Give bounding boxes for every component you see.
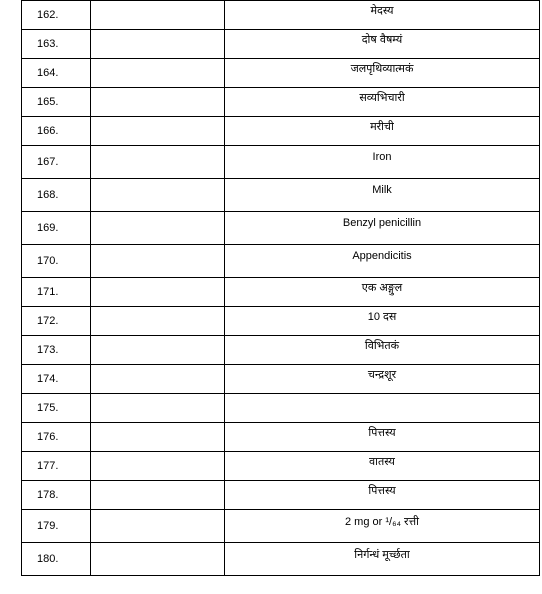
table-row [22, 365, 540, 394]
blank-cell [91, 212, 225, 245]
question-number: 178. [22, 481, 91, 510]
question-number: 162. [22, 1, 91, 30]
blank-cell [91, 59, 225, 88]
answer-text: जलपृथिव्यात्मकं [350, 62, 414, 75]
answer-cell [225, 307, 540, 336]
answer-cell [225, 452, 540, 481]
answer-cell [225, 88, 540, 117]
table-row [22, 212, 540, 245]
question-number: 165. [22, 88, 91, 117]
answer-text: निर्गन्धं मूर्च्छता [354, 548, 410, 561]
blank-cell [91, 245, 225, 278]
table-row [22, 117, 540, 146]
answer-cell [225, 30, 540, 59]
table-row [22, 423, 540, 452]
question-number: 175. [22, 394, 91, 423]
question-number: 171. [22, 278, 91, 307]
blank-cell [91, 481, 225, 510]
table-row [22, 452, 540, 481]
table-row [22, 307, 540, 336]
answer-text: चन्द्रशूर [367, 368, 397, 381]
blank-cell [91, 1, 225, 30]
answer-text: पित्तस्य [368, 484, 396, 497]
answer-text: Benzyl penicillin [342, 217, 422, 229]
question-number: 163. [22, 30, 91, 59]
question-number: 167. [22, 146, 91, 179]
answer-text: पित्तस्य [368, 426, 396, 439]
answer-cell [225, 117, 540, 146]
table-row [22, 1, 540, 30]
blank-cell [91, 365, 225, 394]
question-number: 166. [22, 117, 91, 146]
answer-cell [225, 59, 540, 88]
table-row [22, 245, 540, 278]
question-number: 168. [22, 179, 91, 212]
blank-cell [91, 88, 225, 117]
table-row [22, 278, 540, 307]
answer-cell [225, 423, 540, 452]
answer-cell [225, 179, 540, 212]
table-row [22, 88, 540, 117]
answer-cell [225, 481, 540, 510]
blank-cell [91, 394, 225, 423]
blank-cell [91, 307, 225, 336]
question-number: 177. [22, 452, 91, 481]
blank-cell [91, 179, 225, 212]
table-row [22, 59, 540, 88]
answer-cell [225, 245, 540, 278]
blank-cell [91, 146, 225, 179]
answer-text: मरीची [370, 120, 394, 133]
answer-table [21, 0, 540, 576]
table-row [22, 481, 540, 510]
answer-cell [225, 510, 540, 543]
answer-text: Iron [372, 151, 392, 163]
answer-cell [225, 1, 540, 30]
question-number: 179. [22, 510, 91, 543]
answer-cell [225, 336, 540, 365]
answer-cell [225, 394, 540, 423]
table-row [22, 336, 540, 365]
table-row [22, 510, 540, 543]
blank-cell [91, 30, 225, 59]
answer-text: विभितकं [364, 339, 400, 352]
answer-cell [225, 365, 540, 394]
blank-cell [91, 452, 225, 481]
question-number: 169. [22, 212, 91, 245]
table-row [22, 146, 540, 179]
answer-text: वातस्य [369, 455, 395, 468]
answer-text: Milk [372, 184, 392, 196]
question-number: 180. [22, 543, 91, 576]
blank-cell [91, 336, 225, 365]
answer-table-body [22, 1, 540, 576]
answer-cell [225, 278, 540, 307]
answer-cell [225, 146, 540, 179]
blank-cell [91, 278, 225, 307]
answer-cell [225, 212, 540, 245]
answer-text: 2 mg or ¹/₆₄ रत्ती [345, 515, 419, 528]
answer-text: सव्यभिचारी [359, 91, 405, 104]
question-number: 174. [22, 365, 91, 394]
question-number: 170. [22, 245, 91, 278]
table-row [22, 179, 540, 212]
blank-cell [91, 117, 225, 146]
question-number: 176. [22, 423, 91, 452]
question-number: 173. [22, 336, 91, 365]
answer-text: दोष वैषम्यं [361, 33, 403, 46]
answer-cell [225, 543, 540, 576]
table-row [22, 543, 540, 576]
table-row [22, 394, 540, 423]
answer-text: Appendicitis [352, 250, 412, 262]
answer-text: मेदस्य [370, 4, 394, 17]
answer-text: एक अङ्गुल [361, 281, 403, 294]
blank-cell [91, 543, 225, 576]
blank-cell [91, 510, 225, 543]
question-number: 172. [22, 307, 91, 336]
answer-text: 10 दस [367, 310, 397, 323]
question-number: 164. [22, 59, 91, 88]
blank-cell [91, 423, 225, 452]
table-row [22, 30, 540, 59]
